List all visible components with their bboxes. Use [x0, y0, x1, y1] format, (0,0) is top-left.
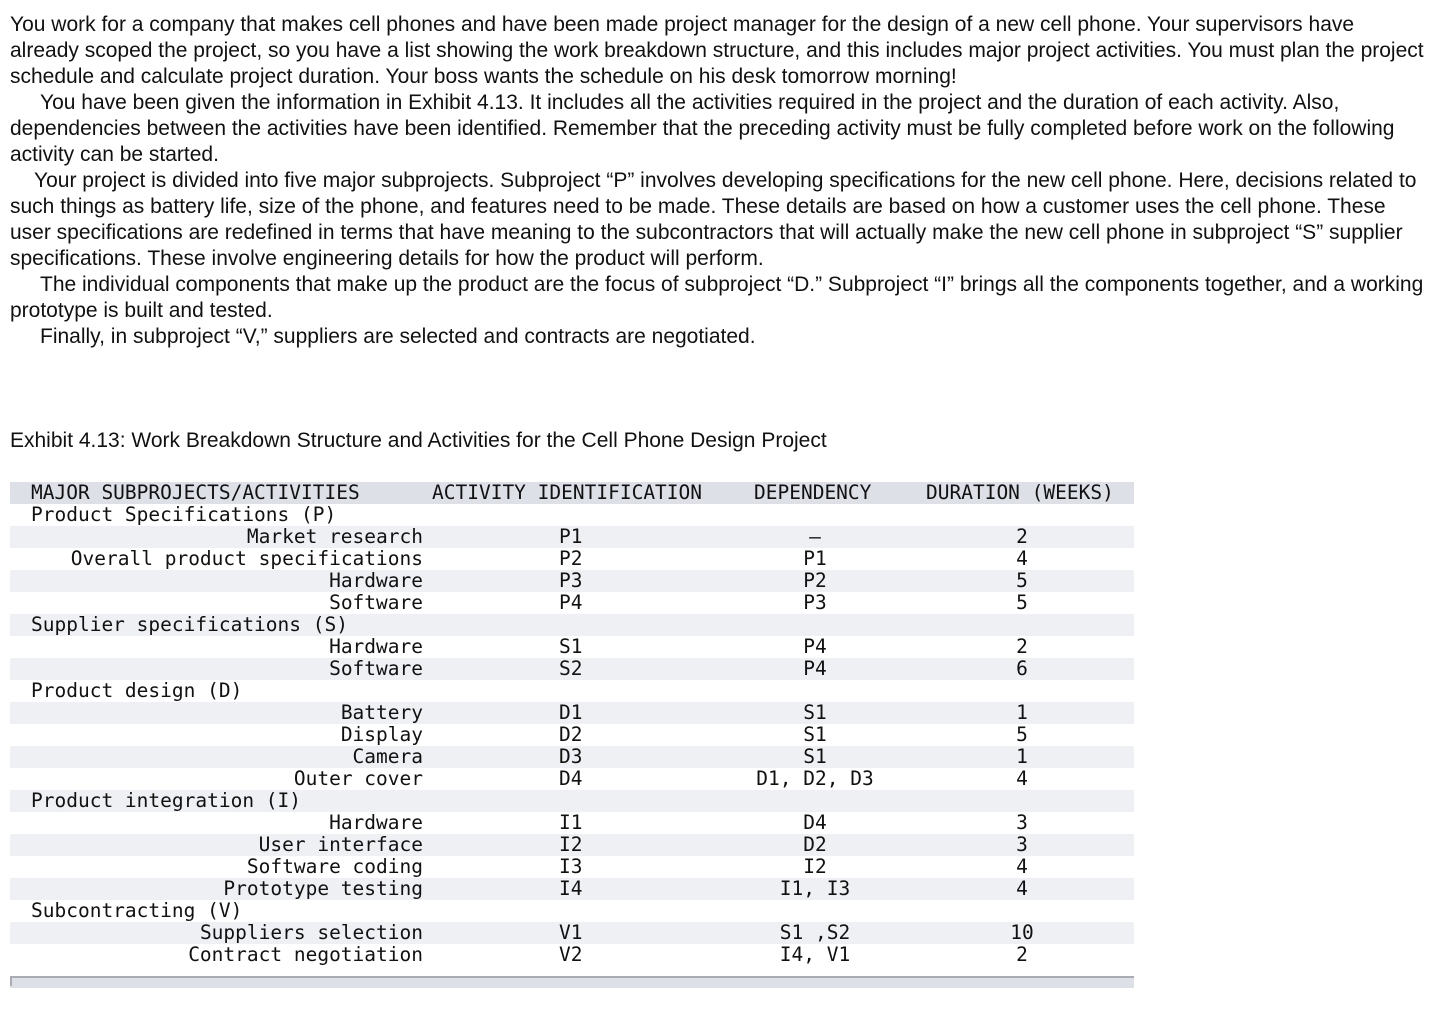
- activity-dependency: S1: [803, 723, 827, 746]
- activity-duration: 4: [1016, 877, 1028, 900]
- activity-dependency: I4, V1: [779, 943, 851, 966]
- table-bottom-border: [10, 976, 1134, 988]
- table-row: [10, 702, 1134, 724]
- table-row: [10, 878, 1134, 900]
- activity-id: S2: [559, 657, 583, 680]
- activity-dependency: I2: [803, 855, 827, 878]
- exhibit-title: Exhibit 4.13: Work Breakdown Structure and Activities for the Cell Phone Design Project: [10, 429, 827, 452]
- activity-duration: 2: [1016, 525, 1028, 548]
- activity-id: V2: [559, 943, 583, 966]
- activity-duration: 5: [1016, 591, 1028, 614]
- table-row: [10, 548, 1134, 570]
- activity-name: Software: [329, 591, 423, 614]
- activity-duration: 2: [1016, 635, 1028, 658]
- activity-dependency: P4: [803, 635, 827, 658]
- subproject-name: Product design (D): [31, 679, 243, 702]
- activity-id: D4: [559, 767, 583, 790]
- activity-dependency: S1: [803, 745, 827, 768]
- activity-duration: 6: [1016, 657, 1028, 680]
- activity-duration: 1: [1016, 745, 1028, 768]
- activity-name: Hardware: [329, 811, 423, 834]
- activity-duration: 4: [1016, 767, 1028, 790]
- activity-id: I1: [559, 811, 583, 834]
- intro-paragraph: Finally, in subproject “V,” suppliers are selected and contracts are negotiated.: [40, 325, 756, 348]
- activity-dependency: D2: [803, 833, 827, 856]
- subproject-row: [10, 790, 1134, 812]
- intro-paragraph: The individual components that make up the product are the focus of subproject “D.” Subproject “I” brings all the components together, and a working prototype is built and tested.: [10, 273, 1424, 322]
- activity-duration: 1: [1016, 701, 1028, 724]
- table-row: [10, 768, 1134, 790]
- activity-dependency: I1, I3: [779, 877, 851, 900]
- activity-dependency: P4: [803, 657, 827, 680]
- activity-name: Prototype testing: [223, 877, 423, 900]
- activity-dependency: D1, D2, D3: [756, 767, 874, 790]
- activity-id: P2: [559, 547, 583, 570]
- activity-duration: 4: [1016, 547, 1028, 570]
- activity-id: V1: [559, 921, 583, 944]
- activity-dependency: —: [809, 525, 821, 548]
- activity-name: Camera: [352, 745, 423, 768]
- subproject-name: Subcontracting (V): [31, 899, 243, 922]
- activity-id: S1: [559, 635, 583, 658]
- table-row: [10, 746, 1134, 768]
- header-activity-id: ACTIVITY IDENTIFICATION: [432, 481, 703, 504]
- subproject-name: Product integration (I): [31, 789, 302, 812]
- activity-dependency: S1 ,S2: [779, 921, 851, 944]
- activity-name: Software coding: [246, 855, 423, 878]
- activity-dependency: S1: [803, 701, 827, 724]
- activity-name: Market research: [246, 525, 423, 548]
- activity-dependency: P1: [803, 547, 827, 570]
- subproject-row: [10, 504, 1134, 526]
- activity-id: D2: [559, 723, 583, 746]
- activity-dependency: P3: [803, 591, 827, 614]
- activity-id: D1: [559, 701, 583, 724]
- activity-duration: 5: [1016, 723, 1028, 746]
- table-header-row: [10, 482, 1134, 504]
- activity-duration: 3: [1016, 811, 1028, 834]
- activity-name: Software: [329, 657, 423, 680]
- table-row: [10, 834, 1134, 856]
- activity-duration: 2: [1016, 943, 1028, 966]
- activity-name: Contract negotiation: [188, 943, 423, 966]
- activity-dependency: D4: [803, 811, 827, 834]
- subproject-row: [10, 900, 1134, 922]
- subproject-name: Product Specifications (P): [31, 503, 337, 526]
- intro-paragraph: You have been given the information in Exhibit 4.13. It includes all the activities required in the project and the duration of each activity. Also, dependencies between the activities have been identified. Remember that the preceding activity must be fully completed before work on the following activity can be started.: [10, 91, 1395, 166]
- header-name: MAJOR SUBPROJECTS/ACTIVITIES: [31, 481, 360, 504]
- activity-id: P3: [559, 569, 583, 592]
- subproject-row: [10, 680, 1134, 702]
- subproject-row: [10, 614, 1134, 636]
- header-dependency: DEPENDENCY: [754, 481, 872, 504]
- table-row: [10, 526, 1134, 548]
- table-row: [10, 812, 1134, 834]
- intro-paragraph: You work for a company that makes cell phones and have been made project manager for the design of a new cell phone. Your supervisors have already scoped the project, so you have a list showing the work breakdown structure, and this includes major project activities. You must plan the project schedule and calculate project duration. Your boss wants the schedule on his desk tomorrow morning!: [10, 13, 1424, 88]
- activity-dependency: P2: [803, 569, 827, 592]
- activity-id: I3: [559, 855, 583, 878]
- activity-name: User interface: [258, 833, 423, 856]
- activity-name: Hardware: [329, 635, 423, 658]
- activity-name: Suppliers selection: [199, 921, 423, 944]
- table-row: [10, 636, 1134, 658]
- wbs-table: [10, 482, 1134, 966]
- activity-id: P1: [559, 525, 583, 548]
- subproject-name: Supplier specifications (S): [31, 613, 348, 636]
- table-row: [10, 570, 1134, 592]
- table-row: [10, 922, 1134, 944]
- activity-name: Overall product specifications: [70, 547, 423, 570]
- activity-name: Outer cover: [293, 767, 423, 790]
- activity-id: I4: [559, 877, 583, 900]
- activity-name: Display: [340, 723, 423, 746]
- activity-name: Battery: [340, 701, 423, 724]
- activity-id: D3: [559, 745, 583, 768]
- table-row: [10, 658, 1134, 680]
- table-bottom-border-tick: [10, 976, 12, 986]
- header-duration: DURATION (WEEKS): [926, 481, 1114, 504]
- activity-duration: 10: [1010, 921, 1034, 944]
- activity-duration: 3: [1016, 833, 1028, 856]
- activity-duration: 5: [1016, 569, 1028, 592]
- activity-id: P4: [559, 591, 583, 614]
- activity-duration: 4: [1016, 855, 1028, 878]
- table-row: [10, 856, 1134, 878]
- activity-id: I2: [559, 833, 583, 856]
- problem-statement: [10, 12, 1424, 350]
- intro-paragraph: Your project is divided into five major subprojects. Subproject “P” involves developing specifications for the new cell phone. Here, decisions related to such things as battery life, size of the phone, and features need to be made. These details are based on how a customer uses the cell phone. These user specifications are redefined in terms that have meaning to the subcontractors that will actually make the new cell phone in subproject “S” supplier specifications. These involve engineering details for how the product will perform.: [10, 169, 1417, 270]
- activity-name: Hardware: [329, 569, 423, 592]
- table-row: [10, 592, 1134, 614]
- table-row: [10, 944, 1134, 966]
- table-row: [10, 724, 1134, 746]
